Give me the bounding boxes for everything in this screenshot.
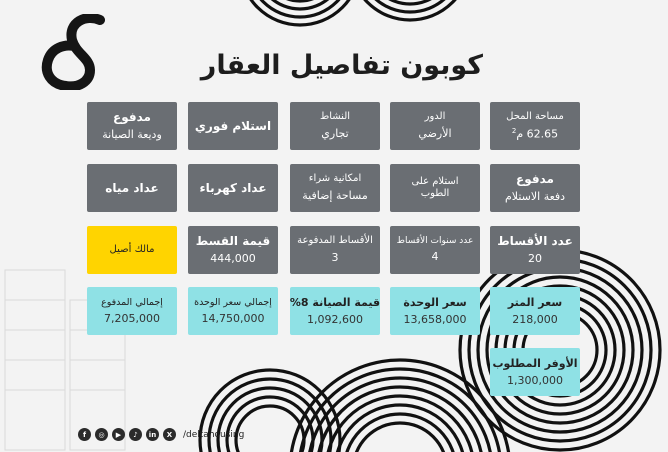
card-label: امكانية شراء [308, 173, 362, 185]
card-value: 1,092,600 [307, 312, 363, 326]
card-value: 218,000 [512, 312, 558, 326]
card-value: 4 [431, 250, 439, 264]
card-label: الأقساط المدفوعة [297, 235, 373, 247]
card-label: سعر المتر [507, 295, 563, 309]
card-total-unit-price [188, 287, 278, 335]
card-value: 444,000 [210, 252, 256, 266]
card-label: مدفوع [113, 110, 151, 125]
card-value: 13,658,000 [403, 312, 467, 326]
page-title: كوبون تفاصيل العقار [200, 50, 483, 81]
card-value: وديعة الصيانة [102, 128, 162, 142]
card-label: إجمالي سعر الوحدة [194, 296, 272, 308]
tiktok-icon[interactable]: ♪ [129, 428, 142, 441]
card-maintenance-deposit [87, 102, 177, 150]
card-shop-area [490, 102, 580, 150]
card-installments-count [490, 226, 580, 274]
card-label: النشاط [319, 111, 351, 123]
card-value: 1,300,000 [507, 373, 563, 387]
card-label: مالك أصيل [109, 243, 155, 255]
card-extra-area [290, 164, 380, 212]
card-value: دفعة الاستلام [504, 190, 566, 204]
card-value: مساحة إضافية [302, 188, 368, 202]
card-label: مدفوع [516, 172, 554, 187]
card-label: قيمة الصيانة 8% [289, 295, 381, 309]
card-delivery-state [390, 164, 480, 212]
card-immediate-delivery [188, 102, 278, 150]
facebook-icon[interactable]: f [78, 428, 91, 441]
card-label: إجمالي المدفوع [101, 296, 163, 308]
card-label: استلام على [411, 175, 459, 187]
card-label: استلام فوري [194, 118, 272, 133]
card-value: 62.65 م$^2$ [511, 126, 559, 141]
card-value: الأرضي [418, 126, 452, 140]
card-label: عداد كهرباء [199, 180, 267, 195]
x-icon[interactable]: X [163, 428, 176, 441]
card-label: الأوفر المطلوب [492, 356, 578, 370]
card-required-over [490, 348, 580, 396]
card-label: سعر الوحدة [403, 295, 467, 309]
card-value: 7,205,000 [104, 311, 160, 325]
card-installment-value [188, 226, 278, 274]
card-label: مساحة المحل [506, 111, 564, 123]
card-label: قيمة القسط [195, 234, 271, 249]
card-label: عداد مياه [105, 180, 159, 195]
card-activity [290, 102, 380, 150]
card-installment-years [390, 226, 480, 274]
card-label: عدد سنوات الأقساط [396, 236, 474, 246]
card-electricity-meter [188, 164, 278, 212]
card-paid-installments [290, 226, 380, 274]
social-footer [78, 428, 244, 441]
card-unit-price [390, 287, 480, 335]
card-delivery-payment [490, 164, 580, 212]
card-value: 3 [331, 250, 339, 264]
linkedin-icon[interactable]: in [146, 428, 159, 441]
card-total-paid [87, 287, 177, 335]
card-value: تجاري [321, 126, 349, 140]
card-meter-price [490, 287, 580, 335]
card-label: الدور [424, 111, 446, 123]
youtube-icon[interactable]: ▶ [112, 428, 125, 441]
card-value: الطوب [420, 188, 450, 199]
card-floor [390, 102, 480, 150]
brand-logo [38, 14, 118, 90]
card-original-owner [87, 226, 177, 274]
social-handle: /deltahousing [183, 429, 245, 440]
card-value: 14,750,000 [201, 311, 265, 325]
card-value: 20 [528, 252, 542, 266]
instagram-icon[interactable]: ◎ [95, 428, 108, 441]
card-label: عدد الأقساط [497, 234, 573, 249]
card-maintenance-value [290, 287, 380, 335]
card-water-meter [87, 164, 177, 212]
